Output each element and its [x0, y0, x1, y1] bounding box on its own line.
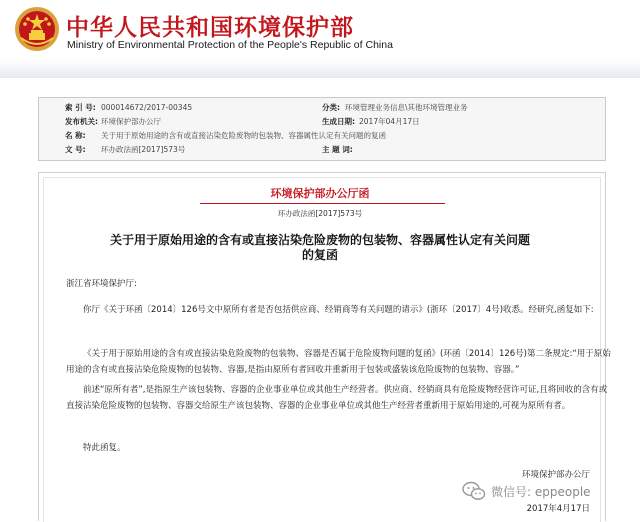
wechat-watermark: [462, 478, 591, 504]
meta-row-docno: [39, 144, 605, 156]
signature-org: 环境保护部办公厅: [521, 470, 590, 480]
issuer-label: 发布机关:: [65, 117, 98, 126]
index-value: 000014672/2017-00345: [101, 103, 193, 112]
meta-row-index: [39, 102, 605, 114]
date-value: 2017年04月17日: [359, 117, 420, 126]
org-name-en: Ministry of Environmental Protection of the People's Republic of China: [67, 39, 393, 51]
name-value: 关于用于原始用途的含有或直接沾染危险废物的包装物、容器属性认定有关问题的复函: [101, 131, 386, 140]
title-divider: [200, 203, 445, 204]
issuer-title: 环境保护部办公厅函: [270, 187, 370, 200]
salutation: 浙江省环境保护厅:: [66, 279, 137, 289]
docno-value: 环办政法函[2017]573号: [101, 145, 186, 154]
header-band: [0, 60, 640, 78]
meta-row-name: [39, 130, 605, 142]
watermark-text: 微信号: eppeople: [491, 484, 591, 499]
date-label: 生成日期:: [322, 117, 355, 126]
document-title-line1: 关于用于原始用途的含有或直接沾染危险废物的包装物、容器属性认定有关问题: [109, 233, 530, 247]
org-name-cn: 中华人民共和国环境保护部: [66, 15, 354, 41]
wechat-icon: [462, 480, 486, 502]
subject-label: 主 题 词:: [322, 145, 353, 154]
document-number: 环办政法函[2017]573号: [277, 209, 363, 218]
name-label: 名 称:: [65, 131, 86, 140]
issuer-value: 环境保护部办公厅: [101, 117, 161, 126]
meta-row-issuer: [39, 116, 605, 128]
category-value: 环境管理业务信息\其他环境管理业务: [345, 103, 468, 112]
body-paragraph-1: 你厅《关于环函〔2014〕126号文中原所有者是否包括供应商、经销商等有关问题的请示》(浙环〔2017〕4号)收悉。经研究,函复如下:: [83, 305, 594, 315]
docno-label: 文 号:: [65, 145, 86, 154]
metadata-panel: [38, 97, 606, 161]
category-label: 分类:: [322, 103, 340, 112]
index-label: 索 引 号:: [65, 103, 96, 112]
site-header: [0, 0, 640, 78]
closing-line: 特此函复。: [83, 443, 126, 453]
body-paragraph-3: 前述“原所有者”,是指原生产该包装物、容器的企业事业单位或其他生产经营者。供应商、经销商具有危险废物经营许可证,且将回收的含有或直接沾染危险废物的包装物、容器交给原生产该包装物、容器的企业事业单位或其他生产经营者重新用于原始用途的,可视为原所有者。: [66, 385, 608, 411]
national-emblem-icon: [14, 6, 60, 52]
signature-date: 2017年4月17日: [526, 504, 590, 514]
document-title-line2: 的复函: [301, 248, 338, 262]
body-paragraph-2: 《关于用于原始用途的含有或直接沾染危险废物的包装物、容器是否属于危险废物问题的复函》(环函〔2014〕126号)第二条规定:“用于原始用途的含有或直接沾染危险废物的包装物、容器,是指由原所有者回收并重新用于包装或盛装该危险废物的包装物、容器。”: [66, 349, 611, 375]
